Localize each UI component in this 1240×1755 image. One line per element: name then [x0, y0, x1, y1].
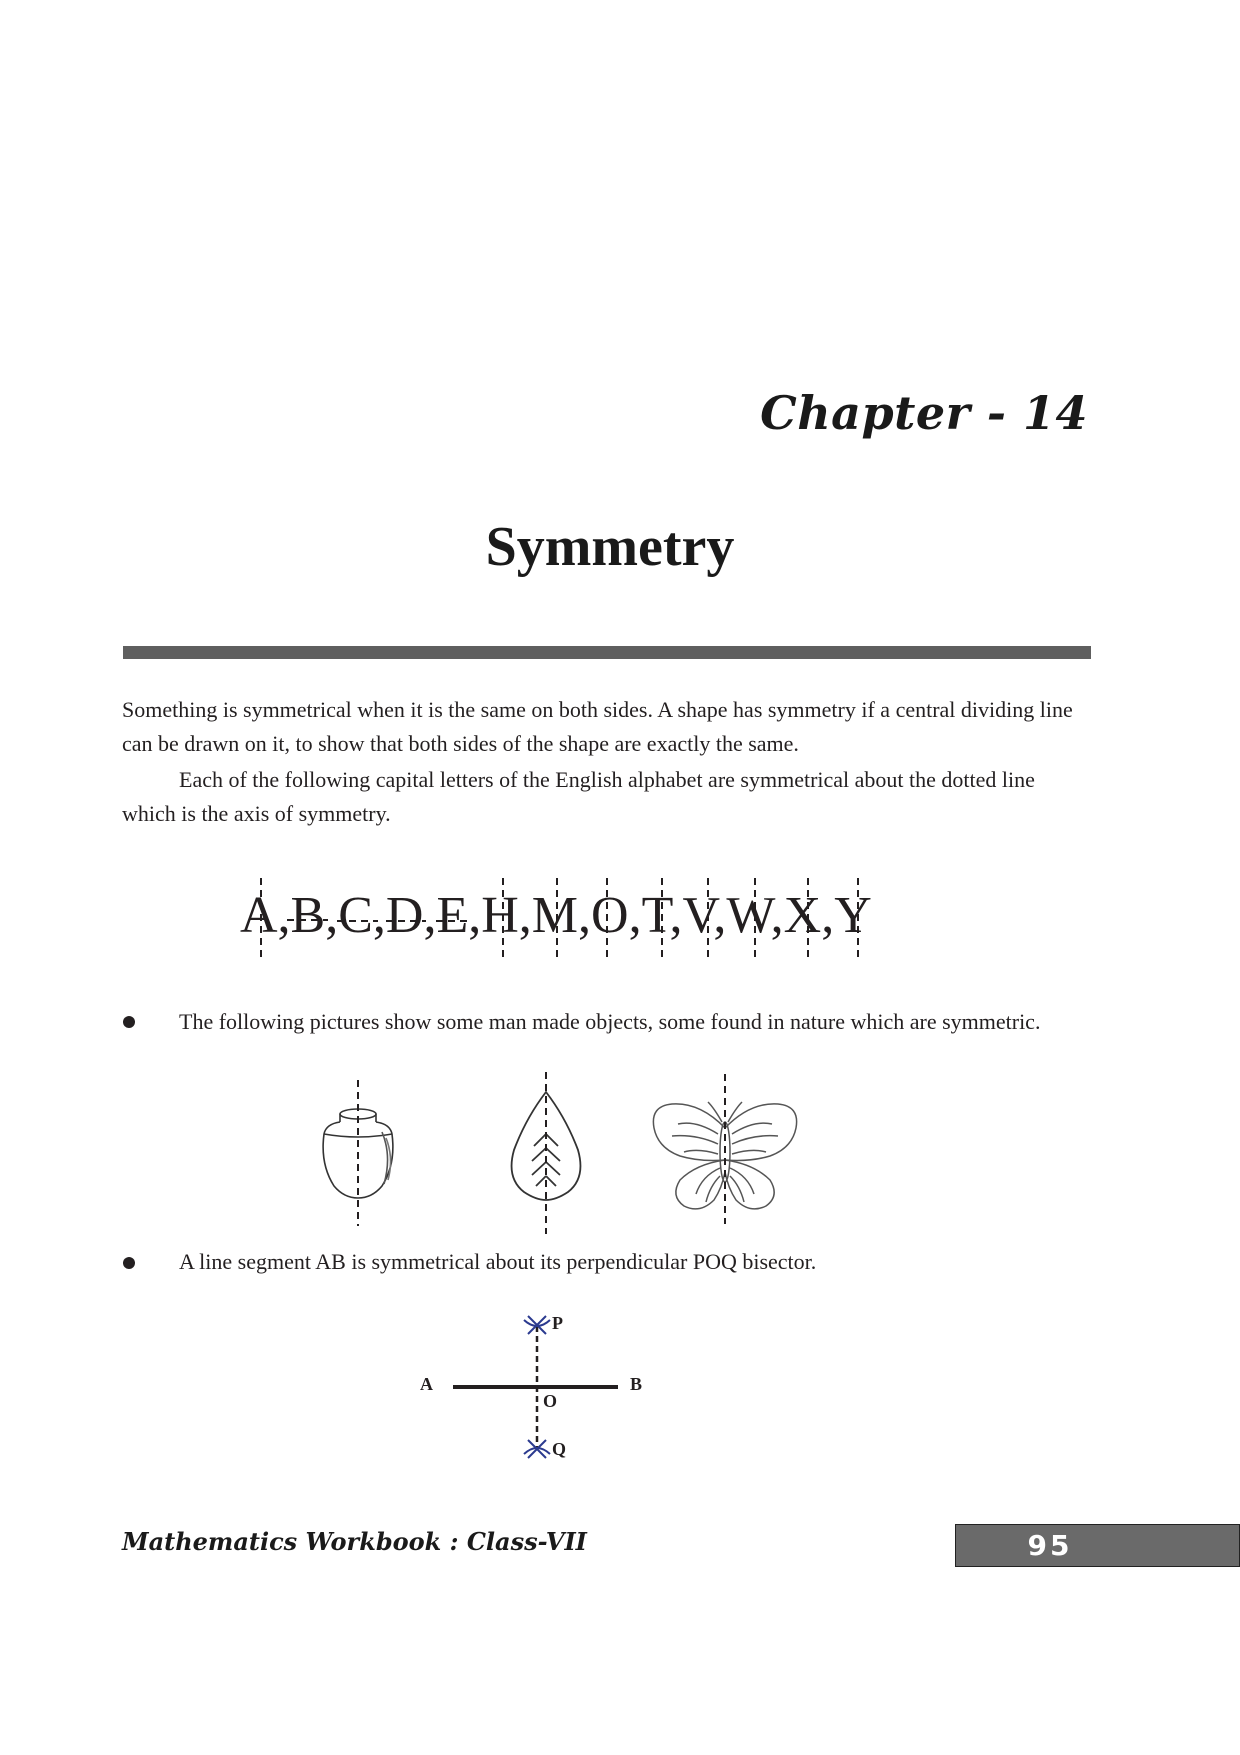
label-o: O	[543, 1391, 558, 1411]
label-b: B	[630, 1374, 643, 1394]
bisector-figure	[400, 1312, 660, 1462]
symmetric-pictures	[300, 1068, 820, 1234]
symmetric-letters: A,B,C,D,E,H,M,O,T,V,W,X,Y	[240, 887, 872, 944]
bullet-text: The following pictures show some man made objects, some found in nature which are symmetric.	[179, 1009, 1041, 1034]
label-q: Q	[552, 1439, 567, 1459]
chapter-label: Chapter - 14	[760, 386, 1088, 440]
book-title: Mathematics Workbook : Class-VII	[122, 1527, 587, 1556]
page-title: Symmetry	[485, 516, 735, 578]
label-p: P	[552, 1313, 563, 1333]
label-a: A	[420, 1374, 433, 1394]
bullet-dot	[123, 1016, 135, 1028]
intro-paragraph: Something is symmetrical when it is the same on both sides. A shape has symmetry if a central dividing line can be drawn on it, to show that both sides of the shape are exactly the same.	[122, 697, 1073, 756]
page-number: 95	[1027, 1529, 1073, 1562]
bullet-dot	[123, 1257, 135, 1269]
bullet-text: A line segment AB is symmetrical about its perpendicular POQ bisector.	[179, 1249, 817, 1274]
butterfly-icon	[653, 1102, 796, 1209]
letters-paragraph: Each of the following capital letters of the English alphabet are symmetrical about the dotted line which is the axis of symmetry.	[122, 767, 1035, 826]
